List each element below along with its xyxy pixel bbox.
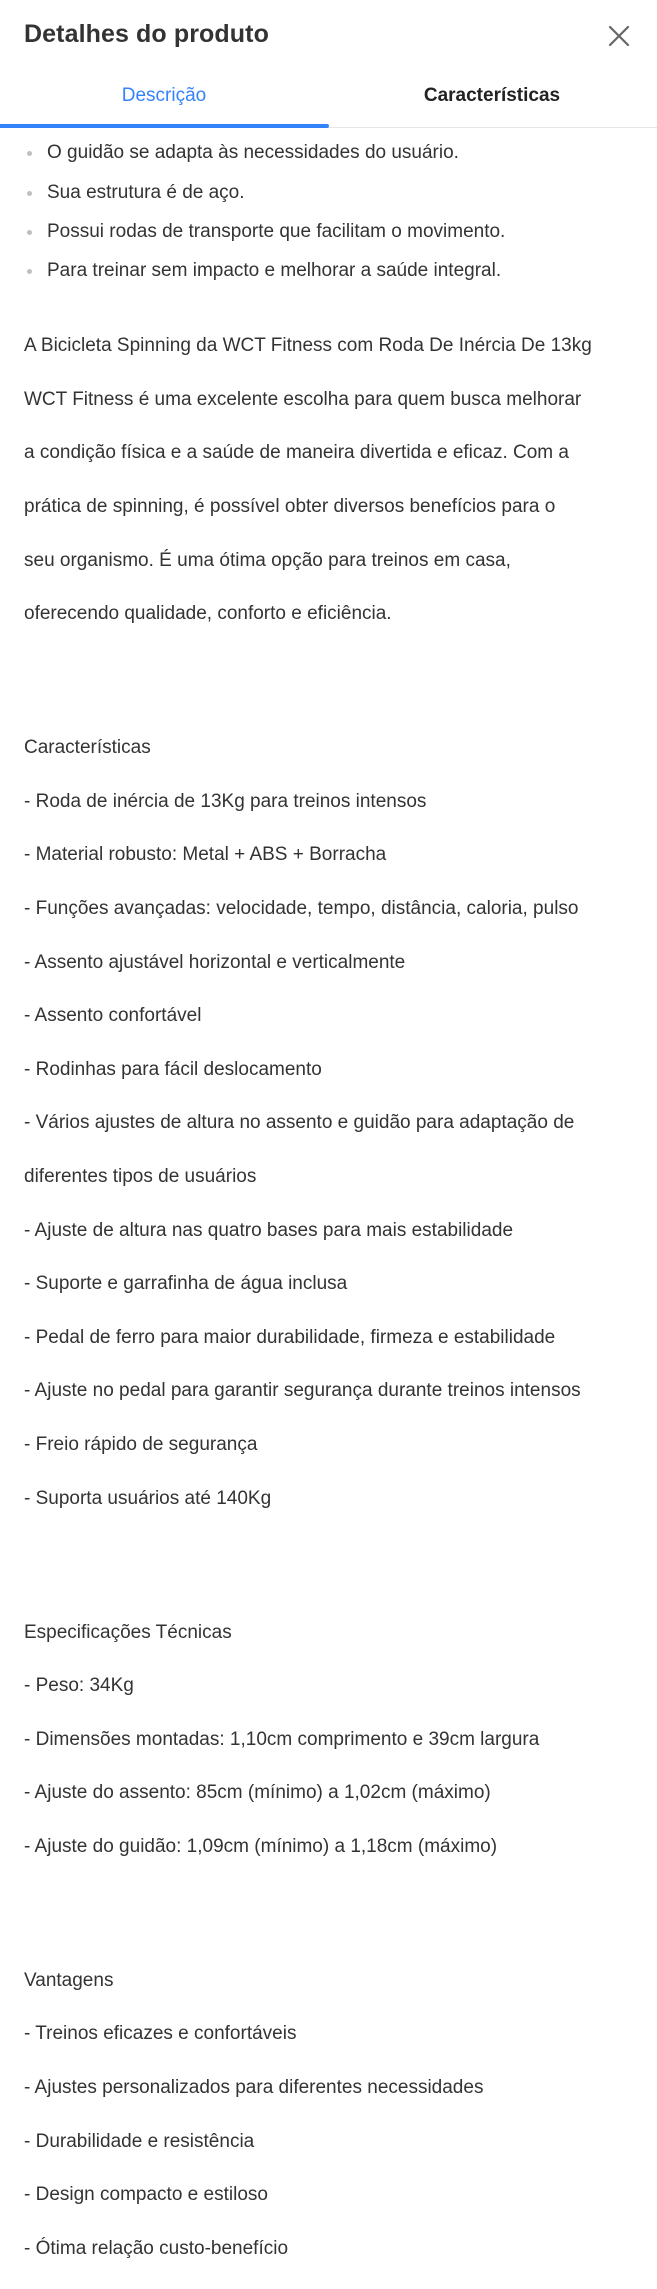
spec-line: - Durabilidade e resistência <box>24 2130 255 2152</box>
intro-line: prática de spinning, é possível obter diversos benefícios para o <box>24 496 556 518</box>
spec-line: - Ajuste do guidão: 1,09cm (mínimo) a 1,18cm (máximo) <box>24 1835 498 1857</box>
spec-line: - Roda de inércia de 13Kg para treinos intensos <box>24 790 427 812</box>
spacer <box>24 1539 637 1566</box>
spec-line: - Ajuste de altura nas quatro bases para mais estabilidade <box>24 1219 514 1241</box>
list-item: O guidão se adapta às necessidades do usuário. <box>24 133 637 172</box>
spec-line: - Dimensões montadas: 1,10cm comprimento e 39cm largura <box>24 1728 540 1750</box>
spec-line: - Ajuste do assento: 85cm (mínimo) a 1,02cm (máximo) <box>24 1782 491 1804</box>
close-button[interactable] <box>605 22 633 50</box>
spec-line: - Treinos eficazes e confortáveis <box>24 2023 297 2045</box>
spec-line: - Peso: 34Kg <box>24 1675 134 1697</box>
header <box>0 0 657 72</box>
close-icon <box>605 22 633 50</box>
spec-line: - Material robusto: Metal + ABS + Borracha <box>24 844 387 866</box>
intro-line: a condição física e a saúde de maneira divertida e eficaz. Com a <box>24 442 569 464</box>
description-scroll <box>0 94 657 2289</box>
spec-line: - Suporta usuários até 140Kg <box>24 1487 272 1509</box>
section-heading-caracteristicas: Características <box>24 737 151 759</box>
spec-line: diferentes tipos de usuários <box>24 1165 257 1187</box>
spec-line: - Vários ajustes de altura no assento e guidão para adaptação de <box>24 1112 575 1134</box>
active-tab-indicator <box>0 124 329 128</box>
spec-line: - Pedal de ferro para maior durabilidade, firmeza e estabilidade <box>24 1326 556 1348</box>
tab-label: Características <box>423 84 561 106</box>
spec-line: - Rodinhas para fácil deslocamento <box>24 1058 322 1080</box>
spec-line: - Freio rápido de segurança <box>24 1433 258 1455</box>
intro-line: seu organismo. É uma ótima opção para treinos em casa, <box>24 549 511 571</box>
spacer <box>24 655 637 682</box>
spec-line: - Assento confortável <box>24 1005 202 1027</box>
section-heading-vantagens: Vantagens <box>24 1969 114 1991</box>
spec-line: - Ajustes personalizados para diferentes necessidades <box>24 2077 484 2099</box>
tab-bar <box>0 64 657 128</box>
spec-line: - Suporte e garrafinha de água inclusa <box>24 1273 348 1295</box>
tab-label: Descrição <box>121 84 207 106</box>
tab-descricao[interactable] <box>0 64 328 127</box>
spec-line: - Design compacto e estiloso <box>24 2184 268 2206</box>
spec-line: - Funções avançadas: velocidade, tempo, distância, caloria, pulso <box>24 898 579 920</box>
list-item: Para treinar sem impacto e melhorar a saúde integral. <box>24 251 637 290</box>
description-content[interactable] <box>0 128 657 2259</box>
intro-line: oferecendo qualidade, conforto e eficiência. <box>24 603 392 625</box>
intro-line: WCT Fitness é uma excelente escolha para quem busca melhorar <box>24 388 582 410</box>
spec-line: - Assento ajustável horizontal e verticalmente <box>24 951 406 973</box>
spec-line: - Ajuste no pedal para garantir segurança durante treinos intensos <box>24 1380 581 1402</box>
section-heading-especificacoes: Especificações Técnicas <box>24 1621 232 1643</box>
intro-line: A Bicicleta Spinning da WCT Fitness com Roda De Inércia De 13kg <box>24 335 592 357</box>
page-title: Detalhes do produto <box>24 20 269 48</box>
list-item: Sua estrutura é de aço. <box>24 173 637 212</box>
tab-caracteristicas[interactable] <box>328 64 656 127</box>
description-body <box>0 306 657 2289</box>
list-item: Possui rodas de transporte que facilitam o movimento. <box>24 212 637 251</box>
spacer <box>24 1888 637 1915</box>
spec-line: - Ótima relação custo-benefício <box>24 2237 289 2259</box>
